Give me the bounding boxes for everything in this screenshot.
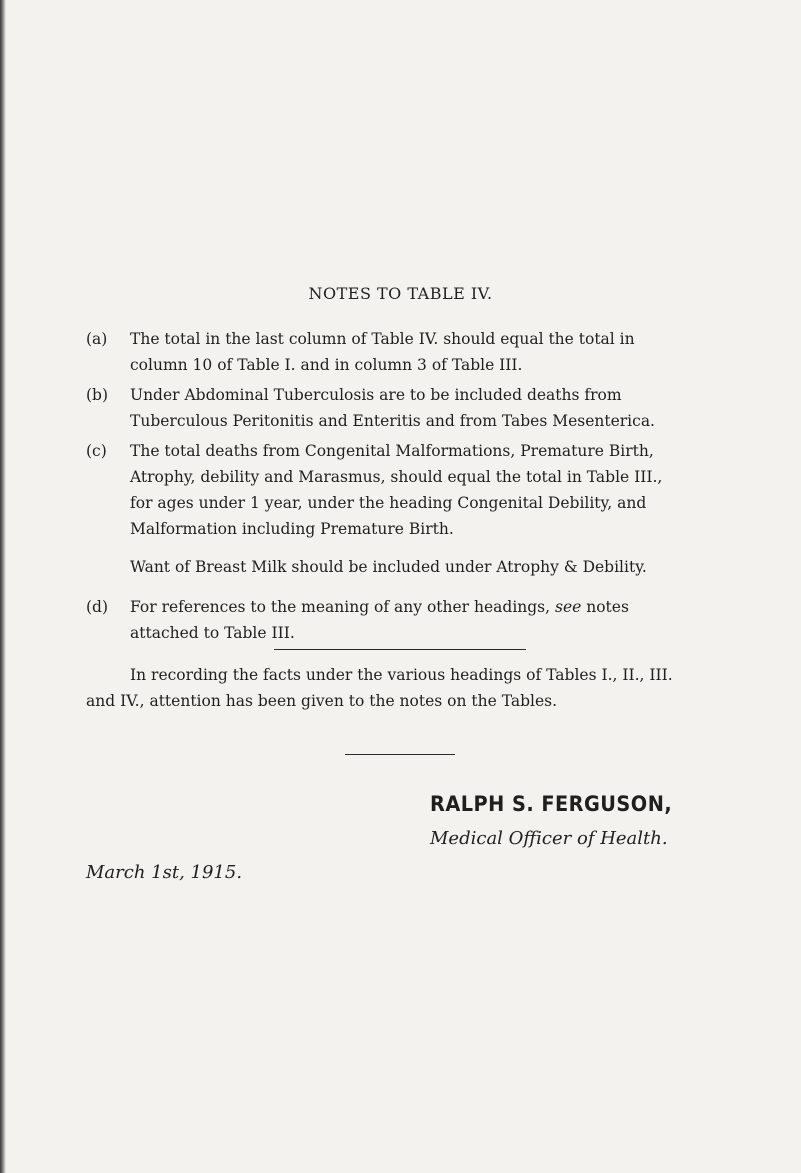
- signature-name: RALPH S. FERGUSON,: [430, 792, 673, 816]
- note-letter: (c): [86, 442, 107, 460]
- note-a: [86, 326, 684, 378]
- signature-title: Medical Officer of Health.: [430, 828, 668, 849]
- note-text: The total in the last column of Table IV. should equal the total in column 10 of Table I. and in column 3 of Table III.: [130, 330, 635, 374]
- note-c-extra: Want of Breast Milk should be included under Atrophy & Debility.: [130, 558, 647, 576]
- see-italic: see: [555, 598, 582, 616]
- document-date: March 1st, 1915.: [86, 862, 243, 883]
- note-letter: (d): [86, 598, 109, 616]
- short-divider-rule: [345, 754, 455, 755]
- note-text: Under Abdominal Tuberculosis are to be included deaths from Tuberculous Peritonitis and Enteritis and from Tabes Mesenterica.: [130, 386, 655, 430]
- note-letter: (a): [86, 330, 108, 348]
- note-text: The total deaths from Congenital Malformations, Premature Birth, Atrophy, debility and Marasmus, should equal the total in Table III., for ages under 1 year, under the heading Congenital Debility, and Malformation including Premature Birth.: [130, 442, 663, 538]
- page-edge-shadow: [0, 0, 6, 1173]
- note-text: For references to the meaning of any other headings, see notes attached to Table III.: [130, 598, 629, 642]
- note-c: [86, 438, 684, 542]
- page-title: NOTES TO TABLE IV.: [308, 284, 493, 303]
- recording-paragraph: In recording the facts under the various headings of Tables I., II., III. and IV., attention has been given to the notes on the Tables.: [86, 666, 673, 710]
- divider-rule: [274, 649, 526, 650]
- note-letter: (b): [86, 386, 109, 404]
- note-b: [86, 382, 684, 434]
- note-d: [86, 594, 684, 646]
